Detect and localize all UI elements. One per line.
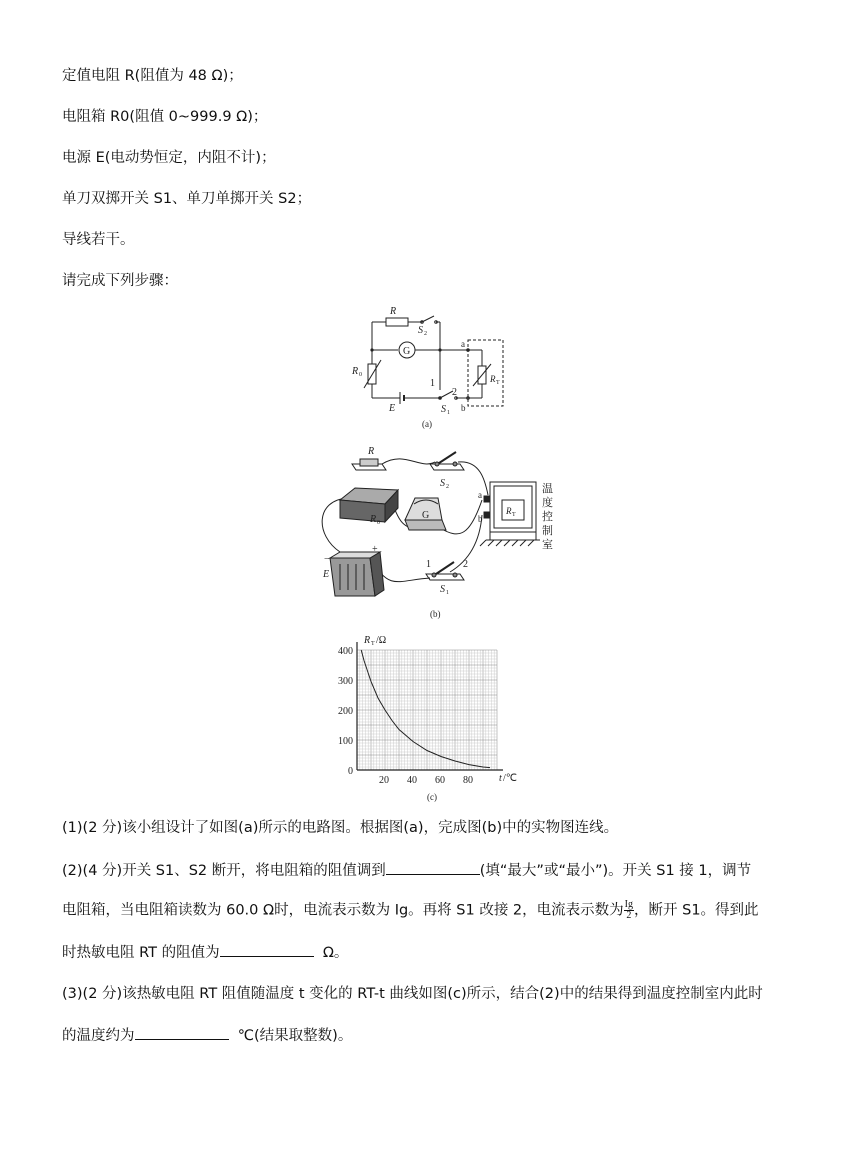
material-switches: 单刀双掷开关 S1、单刀单掷开关 S2； — [62, 191, 312, 207]
y-tick-label: 0 — [348, 766, 353, 777]
chart-ylabel-unit: /Ω — [376, 635, 387, 646]
chart-xlabel-main: t — [499, 773, 502, 784]
answer-blank-2[interactable] — [220, 942, 314, 957]
fig-a-label-rt-sub: T — [496, 380, 500, 386]
fig-b-room-char-3: 控 — [542, 510, 553, 523]
instruction-text: 请完成下列步骤： — [62, 273, 178, 289]
question-2-line-2 — [62, 900, 759, 921]
x-tick-label: 80 — [463, 775, 473, 786]
fig-a-label-s2-sub: 2 — [424, 331, 427, 337]
fraction-ig-over-2 — [624, 900, 634, 921]
fig-b-label-s1: S — [440, 584, 445, 595]
fig-b-label-minus: − — [324, 554, 330, 565]
fig-a-label-r: R — [390, 306, 397, 317]
fig-a-label-r0-sub: 0 — [359, 372, 362, 378]
fig-b-label-s1-sub: 1 — [446, 590, 449, 596]
chart-grid — [357, 650, 497, 770]
fig-a-label-g: G — [403, 346, 411, 357]
x-tick-label: 40 — [407, 775, 417, 786]
x-tick-label: 60 — [435, 775, 445, 786]
y-tick-label: 100 — [338, 736, 353, 747]
fig-a-label-s1: S — [441, 404, 446, 415]
fig-b-label-rt: R — [506, 506, 512, 516]
figure-c-rt-curve-chart — [325, 628, 525, 808]
fig-b-label-plus: + — [372, 544, 378, 555]
fig-b-label-r0: R — [370, 514, 377, 525]
q3-text-b: ℃(结果取整数)。 — [237, 1028, 353, 1044]
fig-a-label-2: 2 — [452, 387, 457, 398]
question-1: (1)(2 分)该小组设计了如图(a)所示的电路图。根据图(a)，完成图(b)中的实物图连线。 — [62, 820, 619, 836]
material-fixed-resistor: 定值电阻 R(阻值为 48 Ω)； — [62, 68, 243, 84]
chart-xlabel-unit: /℃ — [503, 773, 518, 784]
q2-text-c: 电阻箱，当电阻箱读数为 60.0 Ω时，电流表示数为 Ig。再将 S1 改接 2，电流表示数为 — [62, 902, 624, 919]
fig-b-room-char-5: 室 — [542, 538, 553, 551]
question-2-line-3 — [62, 942, 348, 963]
fig-a-label-e: E — [389, 403, 396, 414]
fig-b-label-1: 1 — [426, 559, 431, 570]
q3-text-a: 的温度约为 — [62, 1028, 135, 1044]
question-3-line-2 — [62, 1025, 352, 1046]
material-power-source: 电源 E(电动势恒定，内阻不计)； — [62, 150, 276, 166]
fig-b-label-rt-sub: T — [512, 512, 516, 518]
fig-a-label-b: b — [461, 403, 466, 413]
figure-b-physical-setup — [310, 440, 560, 625]
chart-series-line — [361, 650, 490, 768]
answer-blank-1[interactable] — [386, 860, 480, 875]
question-2-line-1 — [62, 860, 751, 881]
fig-b-room-char-4: 制 — [542, 524, 553, 537]
fig-b-label-r: R — [368, 446, 375, 457]
fig-b-room-char-2: 度 — [542, 496, 553, 509]
y-tick-label: 400 — [338, 646, 353, 657]
fig-b-room-char-1: 温 — [542, 482, 553, 495]
q2-text-f: Ω。 — [322, 945, 349, 961]
fig-a-label-r0: R — [352, 366, 359, 377]
fig-a-label-1: 1 — [430, 378, 435, 389]
q2-text-a: (2)(4 分)开关 S1、S2 断开，将电阻箱的阻值调到 — [62, 863, 386, 879]
fig-a-label-rt: R — [490, 374, 496, 384]
fraction-numerator: Ig — [624, 899, 633, 910]
fig-b-label-b: b — [478, 514, 483, 524]
fig-a-label-s1-sub: 1 — [447, 410, 450, 416]
fig-b-label-g: G — [422, 510, 430, 521]
fig-b-caption: (b) — [430, 609, 441, 619]
fraction-denominator: 2 — [626, 910, 632, 921]
fig-a-label-a: a — [461, 339, 465, 349]
x-tick-label: 20 — [379, 775, 389, 786]
material-wires: 导线若干。 — [62, 232, 135, 248]
answer-blank-3[interactable] — [135, 1025, 229, 1040]
chart-ylabel-main: R — [364, 635, 371, 646]
y-tick-label: 200 — [338, 706, 353, 717]
y-tick-label: 300 — [338, 676, 353, 687]
fig-b-label-e: E — [323, 569, 330, 580]
fig-b-label-r0-sub: 0 — [377, 520, 380, 526]
q2-text-e: 时热敏电阻 RT 的阻值为 — [62, 945, 220, 961]
fig-a-label-s2: S — [418, 325, 423, 336]
fig-a-caption: (a) — [422, 419, 432, 429]
fig-b-label-2: 2 — [463, 559, 468, 570]
chart-ylabel-sub: T — [371, 641, 375, 647]
material-resistance-box: 电阻箱 R0(阻值 0~999.9 Ω)； — [62, 109, 268, 125]
q2-text-d: ，断开 S1。得到此 — [634, 902, 759, 919]
q2-text-b: (填“最大”或“最小”)。开关 S1 接 1，调节 — [479, 863, 752, 879]
fig-c-caption: (c) — [427, 792, 437, 802]
fig-b-label-s2: S — [440, 478, 445, 489]
fig-b-label-a: a — [478, 490, 482, 500]
figure-a-circuit-diagram — [340, 300, 520, 435]
question-3-line-1: (3)(2 分)该热敏电阻 RT 阻值随温度 t 变化的 RT-t 曲线如图(c)所示，结合(2)中的结果得到温度控制室内此时 — [62, 986, 763, 1002]
fig-b-label-s2-sub: 2 — [446, 484, 449, 490]
